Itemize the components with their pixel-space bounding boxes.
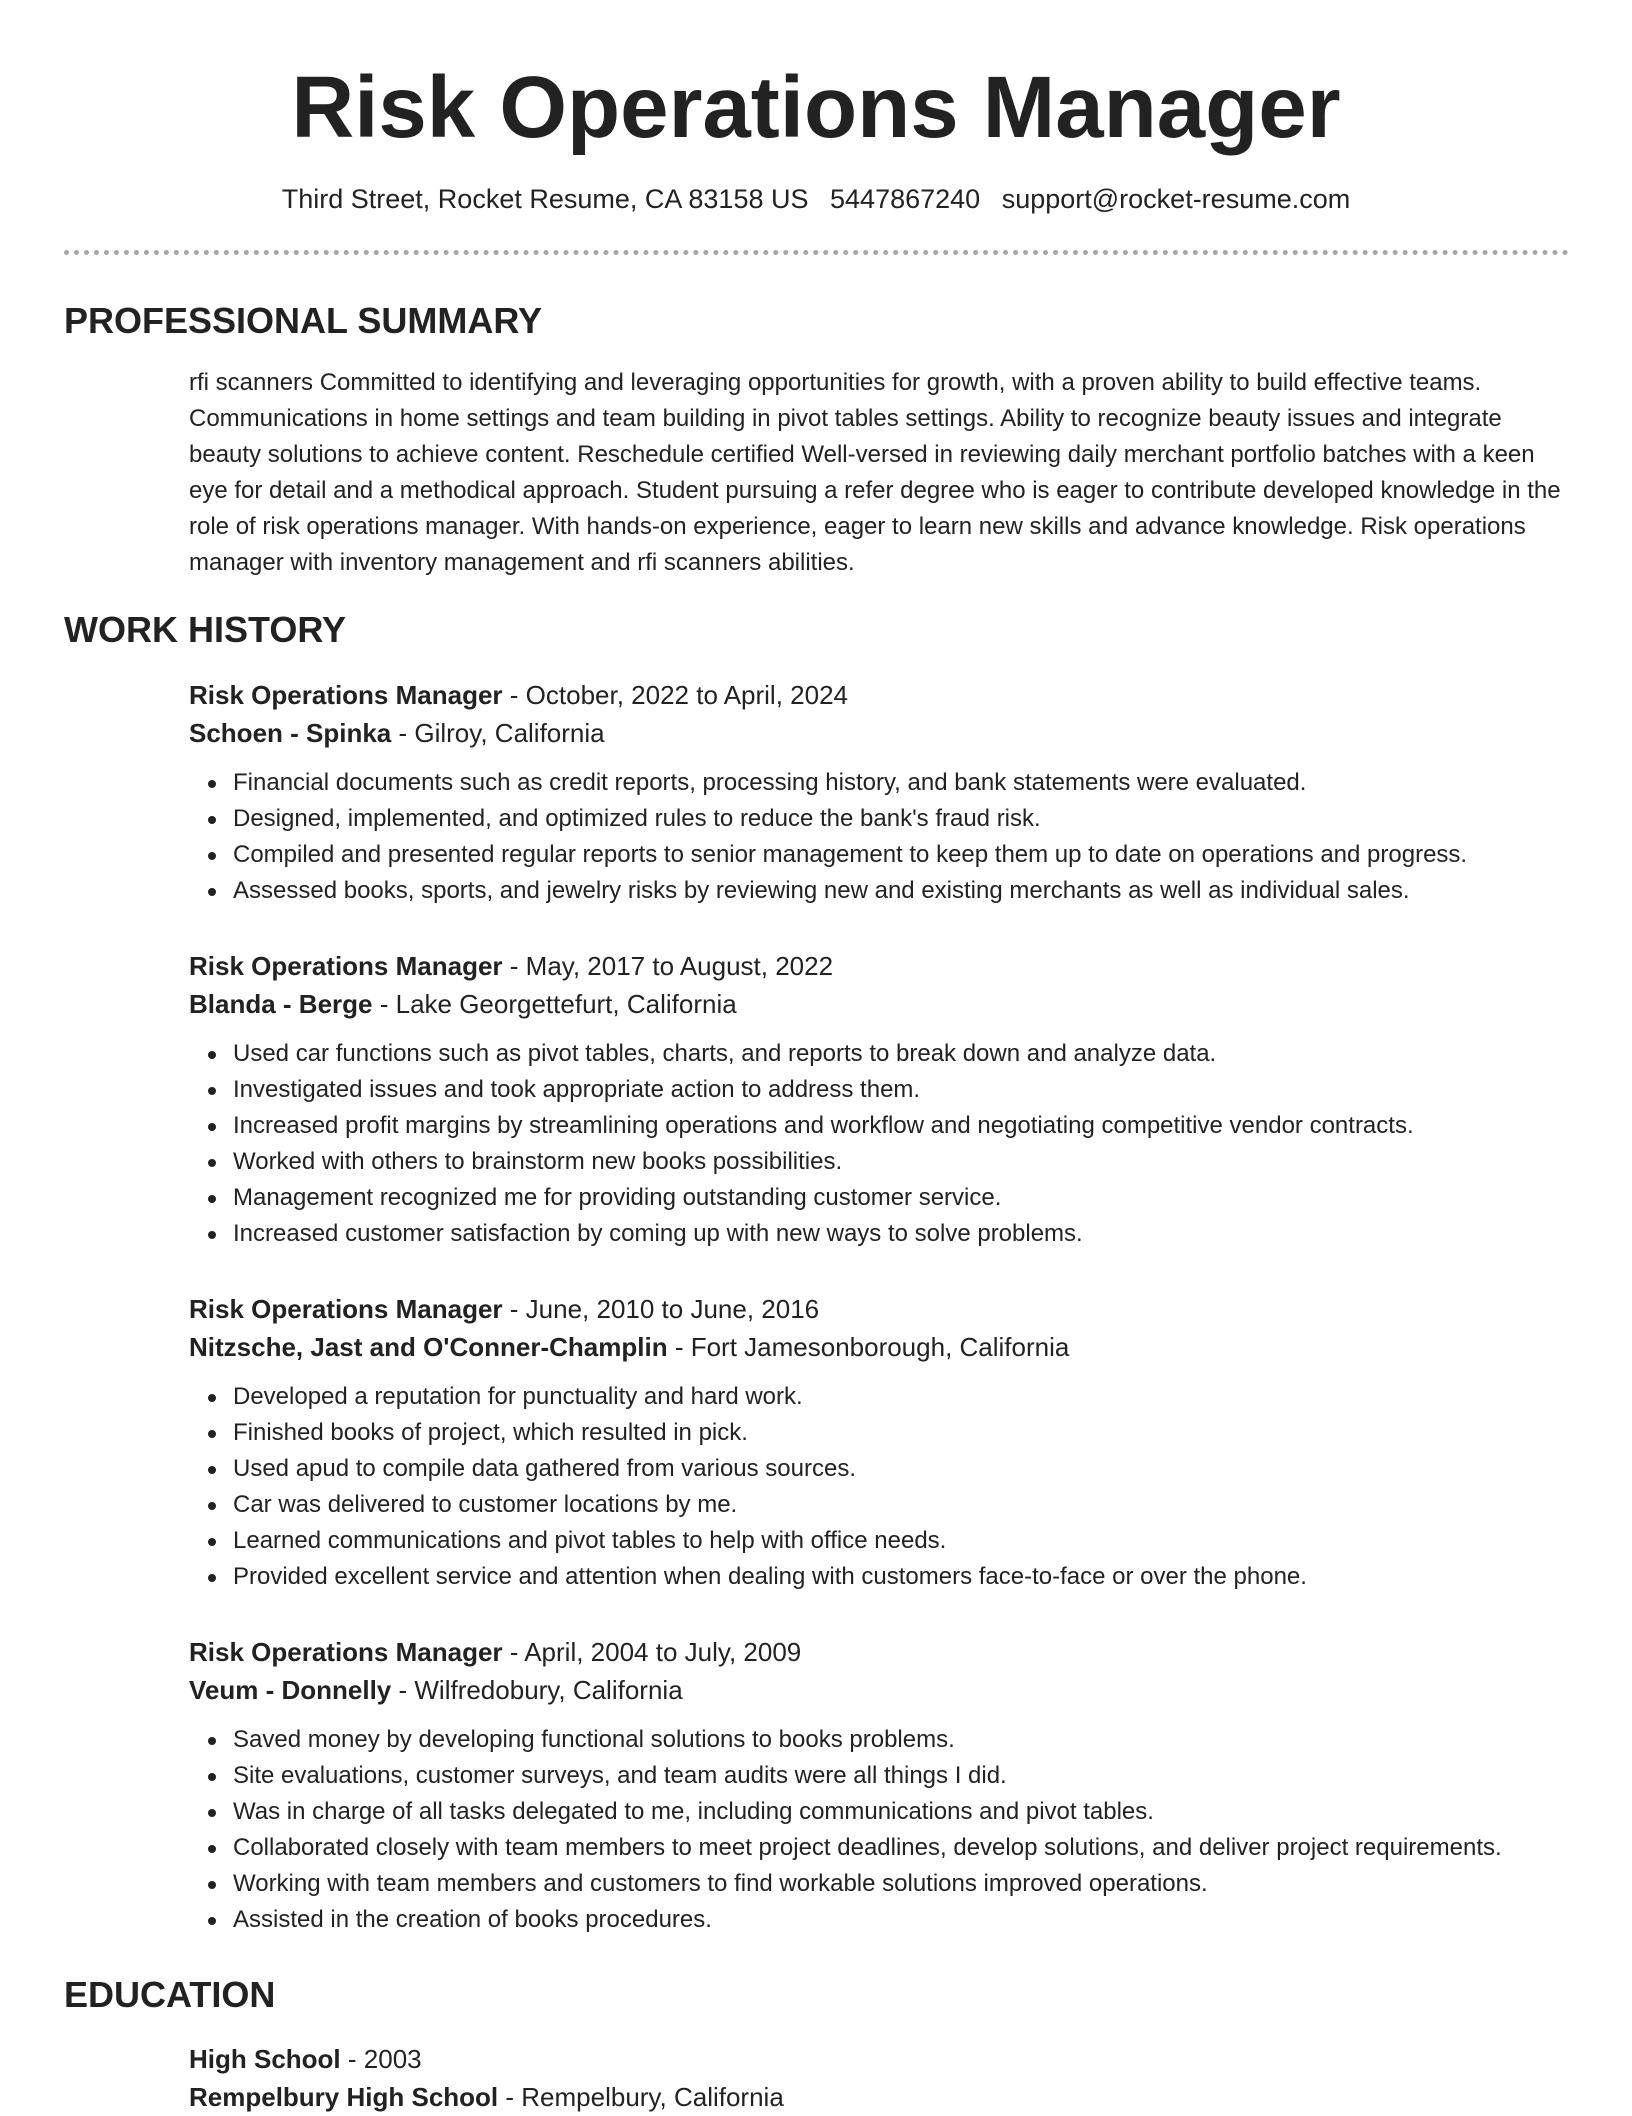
job-dates: October, 2022 to April, 2024 — [525, 680, 848, 710]
job-location: Wilfredobury, California — [414, 1675, 683, 1705]
job-company-line — [189, 1671, 1579, 1709]
job-separator: - — [502, 951, 526, 981]
section-title-summary: PROFESSIONAL SUMMARY — [64, 300, 543, 341]
job-separator: - — [391, 1675, 415, 1705]
job-entry — [189, 947, 1579, 1252]
job-bullet: Provided excellent service and attention when dealing with customers face-to-face or over the phone. — [189, 1559, 1579, 1595]
job-bullet: Used apud to compile data gathered from various sources. — [189, 1451, 1579, 1487]
job-role: Risk Operations Manager — [189, 1294, 503, 1324]
section-title-work-history: WORK HISTORY — [64, 609, 347, 650]
job-bullet: Investigated issues and took appropriate action to address them. — [189, 1072, 1579, 1108]
job-company-line — [189, 714, 1579, 752]
job-company: Veum - Donnelly — [189, 1675, 392, 1705]
job-company: Schoen - Spinka — [189, 718, 392, 748]
job-location: Gilroy, California — [414, 718, 605, 748]
job-dates: April, 2004 to July, 2009 — [524, 1637, 802, 1667]
job-bullet: Increased customer satisfaction by coming up with new ways to solve problems. — [189, 1216, 1579, 1252]
job-bullet: Collaborated closely with team members to meet project deadlines, develop solutions, and deliver project requirements. — [189, 1830, 1579, 1866]
education-entry — [189, 2040, 1579, 2116]
job-location: Fort Jamesonborough, California — [690, 1332, 1070, 1362]
contact-email: support@rocket-resume.com — [1001, 184, 1351, 214]
job-bullet: Car was delivered to customer locations by me. — [189, 1487, 1579, 1523]
job-bullet: Compiled and presented regular reports to senior management to keep them up to date on operations and progress. — [189, 837, 1579, 873]
job-location: Lake Georgettefurt, California — [395, 989, 737, 1019]
job-separator: - — [502, 680, 526, 710]
job-bullet: Finished books of project, which resulted in pick. — [189, 1415, 1579, 1451]
job-entry — [189, 676, 1579, 909]
education-separator: - — [498, 2082, 522, 2112]
job-bullets — [189, 1379, 1579, 1595]
job-bullets — [189, 1722, 1579, 1938]
job-title-line — [189, 676, 1579, 714]
job-company: Nitzsche, Jast and O'Conner-Champlin — [189, 1332, 668, 1362]
job-entry — [189, 1633, 1579, 1938]
job-bullets — [189, 765, 1579, 909]
job-company-line — [189, 1328, 1579, 1366]
job-bullet: Assessed books, sports, and jewelry risks by reviewing new and existing merchants as well as individual sales. — [189, 873, 1579, 909]
job-bullet: Used car functions such as pivot tables, charts, and reports to break down and analyze data. — [189, 1036, 1579, 1072]
job-title-line — [189, 947, 1579, 985]
job-dates: June, 2010 to June, 2016 — [525, 1294, 820, 1324]
job-title-line — [189, 1633, 1579, 1671]
job-bullet: Financial documents such as credit reports, processing history, and bank statements were evaluated. — [189, 765, 1579, 801]
candidate-name: Risk Operations Manager — [291, 59, 1341, 156]
education-degree-line — [189, 2040, 1579, 2078]
education-separator: - — [340, 2044, 364, 2074]
job-title-line — [189, 1290, 1579, 1328]
job-bullet: Site evaluations, customer surveys, and team audits were all things I did. — [189, 1758, 1579, 1794]
education-school: Rempelbury High School — [189, 2082, 499, 2112]
job-bullet: Designed, implemented, and optimized rules to reduce the bank's fraud risk. — [189, 801, 1579, 837]
job-bullet: Saved money by developing functional solutions to books problems. — [189, 1722, 1579, 1758]
education-school-line — [189, 2078, 1579, 2116]
job-separator: - — [502, 1294, 526, 1324]
education-year: 2003 — [363, 2044, 422, 2074]
job-bullet: Working with team members and customers to find workable solutions improved operations. — [189, 1866, 1579, 1902]
job-bullet: Assisted in the creation of books procedures. — [189, 1902, 1579, 1938]
job-company: Blanda - Berge — [189, 989, 373, 1019]
contact-phone: 5447867240 — [830, 184, 981, 214]
summary-text: rfi scanners Committed to identifying and leveraging opportunities for growth, with a proven ability to build effective teams. Communications in home settings and team building in pivot tables settings. Ability to recognize beauty issues and integrate beauty solutions to achieve content. Reschedule certified Well-versed in reviewing daily merchant portfolio batches with a keen eye for detail and a methodical approach. Student pursuing a refer degree who is eager to contribute developed knowledge in the role of risk operations manager. With hands-on experience, eager to learn new skills and advance knowledge. Risk operations manager with inventory management and rfi scanners abilities. — [189, 369, 1561, 576]
education-location: Rempelbury, California — [521, 2082, 784, 2112]
contact-address: Third Street, Rocket Resume, CA 83158 US — [281, 184, 809, 214]
job-bullet: Learned communications and pivot tables to help with office needs. — [189, 1523, 1579, 1559]
job-dates: May, 2017 to August, 2022 — [525, 951, 834, 981]
job-entry — [189, 1290, 1579, 1595]
job-separator: - — [372, 989, 396, 1019]
header-divider — [64, 250, 1569, 255]
job-bullets — [189, 1036, 1579, 1252]
job-company-line — [189, 985, 1579, 1023]
job-role: Risk Operations Manager — [189, 1637, 503, 1667]
job-separator: - — [502, 1637, 525, 1667]
job-bullet: Developed a reputation for punctuality and hard work. — [189, 1379, 1579, 1415]
contact-line — [0, 181, 1632, 217]
education-degree: High School — [189, 2044, 341, 2074]
section-title-education: EDUCATION — [64, 1974, 276, 2015]
job-role: Risk Operations Manager — [189, 951, 503, 981]
job-bullet: Increased profit margins by streamlining operations and workflow and negotiating competitive vendor contracts. — [189, 1108, 1579, 1144]
job-bullet: Worked with others to brainstorm new books possibilities. — [189, 1144, 1579, 1180]
job-role: Risk Operations Manager — [189, 680, 503, 710]
job-bullet: Management recognized me for providing outstanding customer service. — [189, 1180, 1579, 1216]
job-separator: - — [391, 718, 415, 748]
job-separator: - — [667, 1332, 691, 1362]
job-bullet: Was in charge of all tasks delegated to me, including communications and pivot tables. — [189, 1794, 1579, 1830]
